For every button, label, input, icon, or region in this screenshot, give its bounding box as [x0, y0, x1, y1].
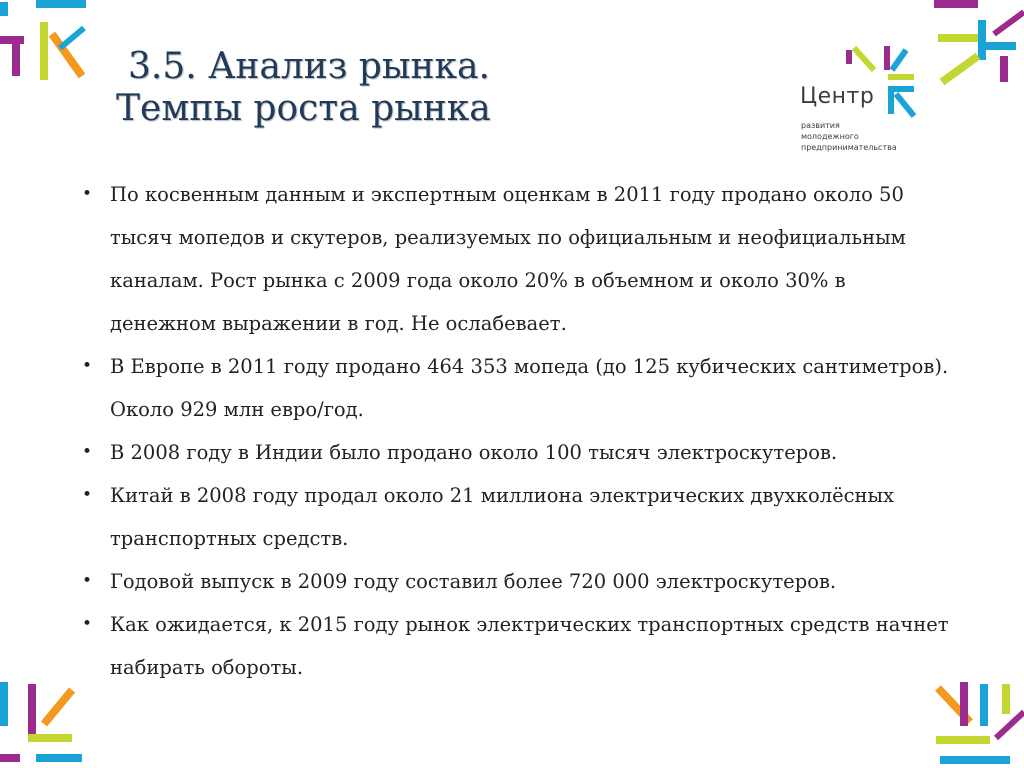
slide-title [116, 46, 491, 130]
bullet-dot-icon: • [82, 571, 93, 591]
bullet-item [82, 474, 952, 560]
bullet-text: Китай в 2008 году продал около 21 миллиона электрических двухколёсных транспортных средств. [110, 484, 895, 550]
slide-title-line-2: Темпы роста рынка [116, 88, 491, 129]
bullet-dot-icon: • [82, 614, 93, 634]
bullet-text: В Европе в 2011 году продано 464 353 мопеда (до 125 кубических сантиметров). Около 929 млн евро/год. [110, 355, 949, 421]
logo-wordmark: Центр [800, 84, 875, 109]
bullet-item [82, 173, 952, 345]
decorative-arrows-top-left [0, 0, 90, 90]
decorative-arrows-bottom-right [934, 678, 1024, 768]
bullet-dot-icon: • [82, 356, 93, 376]
bullet-item [82, 345, 952, 431]
bullet-dot-icon: • [82, 442, 93, 462]
slide-title-line-1: 3.5. Анализ рынка. [128, 46, 490, 87]
bullet-text: Годовой выпуск в 2009 году составил более 720 000 электроскутеров. [110, 570, 837, 593]
bullet-text: В 2008 году в Индии было продано около 100 тысяч электроскутеров. [110, 441, 838, 464]
logo-arrows-icon [840, 44, 918, 122]
bullet-text: Как ожидается, к 2015 году рынок электрических транспортных средств начнет набирать обороты. [110, 613, 949, 679]
organization-logo [800, 44, 930, 164]
logo-tagline-line: молодежного [801, 132, 859, 141]
decorative-arrows-bottom-left [0, 678, 90, 768]
bullet-dot-icon: • [82, 485, 93, 505]
logo-tagline-line: предпринимательства [801, 143, 897, 152]
decorative-arrows-top-right [934, 0, 1024, 90]
bullet-item [82, 560, 952, 603]
logo-tagline-line: развития [801, 121, 840, 130]
bullet-item [82, 431, 952, 474]
bullet-item [82, 603, 952, 689]
bullet-list [82, 173, 952, 689]
bullet-dot-icon: • [82, 184, 93, 204]
logo-tagline [801, 120, 897, 153]
bullet-text: По косвенным данным и экспертным оценкам в 2011 году продано около 50 тысяч мопедов и скутеров, реализуемых по официальным и неофициальным каналам. Рост рынка с 2009 года около 20% в объемном и около 30% в денежном выражении в год. Не ослабевает. [110, 183, 906, 335]
